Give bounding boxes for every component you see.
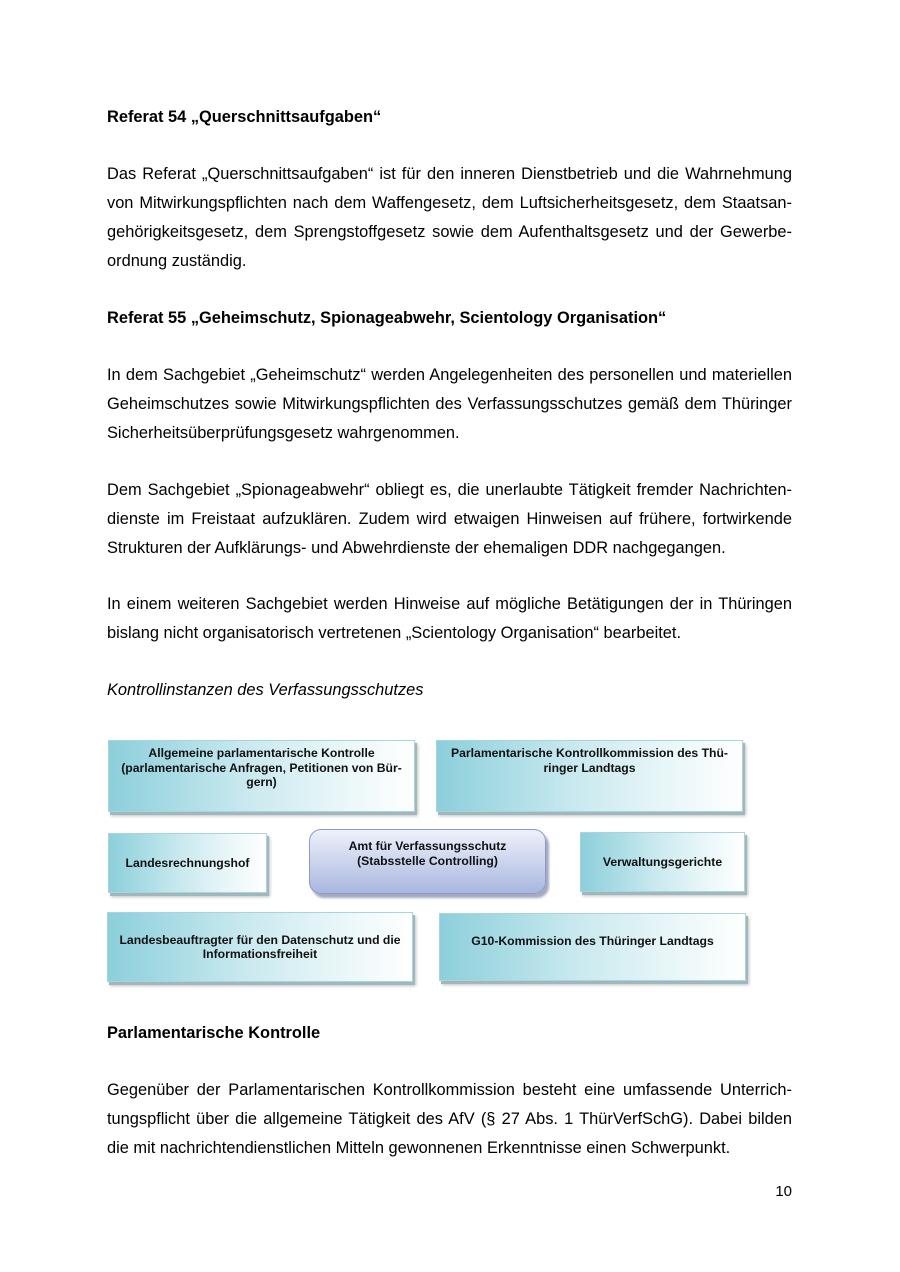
text-line: Das Referat „Querschnittsaufgaben“ ist für den inneren Dienstbetrieb und die Wahrnehmung	[107, 165, 792, 183]
box-allgemeine-kontrolle	[108, 740, 415, 812]
box-text-line: gern)	[246, 775, 277, 789]
box-text-line: ringer Landtags	[543, 760, 636, 775]
paragraph-parlamentarische-kontrolle	[107, 1076, 792, 1163]
diagram-caption: Kontrollinstanzen des Verfassungsschutzes	[107, 681, 424, 699]
paragraph-referat-54	[107, 160, 792, 276]
text-line: ordnung zuständig.	[107, 252, 247, 270]
text-line: tungspflicht über die allgemeine Tätigkeit des AfV (§ 27 Abs. 1 ThürVerfSchG). Dabei bilden	[107, 1110, 792, 1128]
text-line: von Mitwirkungspflichten nach dem Waffengesetz, dem Luftsicherheitsgesetz, dem Staatsan-	[107, 194, 792, 212]
box-label: Verwaltungsgerichte	[602, 854, 723, 869]
box-verwaltungsgerichte	[580, 832, 745, 892]
paragraph-scientology	[107, 590, 792, 648]
heading-referat-54: Referat 54 „Querschnittsaufgaben“	[107, 108, 382, 126]
text-line: die mit nachrichtendienstlichen Mitteln gewonnenen Erkenntnisse einen Schwerpunkt.	[107, 1139, 731, 1157]
box-text-line: (Stabsstelle Controlling)	[357, 853, 498, 868]
box-text-line: Amt für Verfassungsschutz	[348, 839, 507, 853]
text-line: In dem Sachgebiet „Geheimschutz“ werden Angelegenheiten des personellen und materiellen	[107, 366, 792, 384]
heading-parlamentarische-kontrolle: Parlamentarische Kontrolle	[107, 1024, 321, 1042]
text-line: gehörigkeitsgesetz, dem Sprengstoffgesetz sowie dem Aufenthaltsgesetz und der Gewerbe-	[107, 223, 792, 241]
text-line: In einem weiteren Sachgebiet werden Hinweise auf mögliche Betätigungen der in Thüringen	[107, 595, 792, 613]
text-line: Strukturen der Aufklärungs- und Abwehrdienste der ehemaligen DDR nachgegangen.	[107, 539, 726, 557]
paragraph-geheimschutz	[107, 361, 792, 448]
box-landesrechnungshof	[108, 833, 267, 893]
box-label: G10-Kommission des Thüringer Landtags	[471, 934, 714, 948]
text-line: Geheimschutzes sowie Mitwirkungspflichten des Verfassungsschutzes gemäß dem Thüringer	[107, 395, 792, 413]
box-text-line: Parlamentarische Kontrollkommission des Thü-	[451, 746, 728, 760]
text-line: Dem Sachgebiet „Spionageabwehr“ obliegt es, die unerlaubte Tätigkeit fremder Nachrichten-	[107, 481, 792, 499]
paragraph-spionageabwehr	[107, 476, 792, 563]
box-text-line: Landesbeauftragter für den Datenschutz und die	[119, 932, 401, 947]
heading-referat-55: Referat 55 „Geheimschutz, Spionageabwehr, Scientology Organisation“	[107, 309, 667, 327]
box-landesbeauftragter-datenschutz	[107, 912, 413, 982]
box-label: Landesrechnungshof	[125, 855, 250, 870]
box-text-line: Allgemeine parlamentarische Kontrolle	[148, 746, 375, 760]
text-line: bislang nicht organisatorisch vertretenen „Scientology Organisation“ bearbeitet.	[107, 624, 681, 642]
box-text-line: Informationsfreiheit	[202, 947, 318, 961]
box-parlamentarische-kontrollkommission	[436, 740, 743, 812]
box-amt-fuer-verfassungsschutz	[309, 829, 546, 894]
text-line: Gegenüber der Parlamentarischen Kontrollkommission besteht eine umfassende Unterrich-	[107, 1081, 792, 1099]
text-line: dienste im Freistaat aufzuklären. Zudem wird etwaigen Hinweisen auf frühere, fortwirkende	[107, 510, 792, 528]
box-text-line: (parlamentarische Anfragen, Petitionen von Bür-	[121, 760, 402, 775]
text-line: Sicherheitsüberprüfungsgesetz wahrgenommen.	[107, 424, 460, 442]
page-number: 10	[775, 1183, 792, 1200]
box-g10-kommission	[439, 913, 746, 981]
